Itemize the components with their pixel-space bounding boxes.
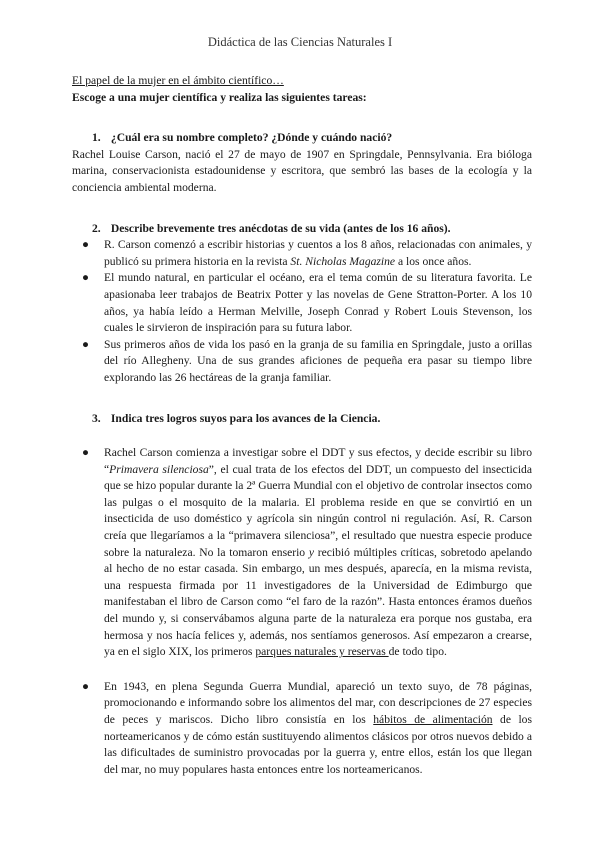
- bullet-icon: ●: [82, 446, 90, 460]
- section-3-list-2: [72, 679, 532, 779]
- bullet-icon: ●: [82, 337, 90, 351]
- list-item: ● El mundo natural, en particular el océano, era el tema común de su literatura favorita. Le apasionaba leer trabajos de Beatrix Potter y las novelas de Gene Stratton-Porter. A los 10 años, ya había leído a Herman Melville, Joseph Conrad y Robert Louis Stevenson, los cuales le sirvieron de inspiración para su futura labor.: [82, 271, 532, 335]
- bullet-icon: ●: [82, 271, 90, 285]
- parques-link[interactable]: parques naturales y reservas: [255, 645, 389, 659]
- section-3-number: 3.: [92, 411, 101, 425]
- list-item: ● En 1943, en plena Segunda Guerra Mundial, apareció un texto suyo, de 78 páginas, promocionando e informando sobre los alimentos del mar, con descripciones de 27 especies de peces y mariscos. Dicho libro consistía en los hábitos de alimentación de los norteamericanos y de cómo están sustituyendo alimentos clásicos por otros nuevos debido a las dificultades de suministro provocadas por la guerra y, entre ellos, están los que llegan del mar, no muy populares hasta entonces entre los norteamericanos.: [82, 679, 532, 776]
- list-item: ● Rachel Carson comienza a investigar sobre el DDT y sus efectos, y decide escribir su libro “Primavera silenciosa”, el cual trata de los efectos del DDT, un compuesto del insecticida que se hizo popular durante la 2ª Guerra Mundial con el objetivo de controlar insectos como las pulgas o el mosquito de la malaria. El problema reside en que se convirtió en un insecticida de uso doméstico y agrícola sin ningún control ni regulación. Así, R. Carson creía que llegaríamos a la “primavera silenciosa”, el resultado que nuestra especie produce sobre la naturaleza. No la tomaron enserio y recibió múltiples críticas, sobretodo apelando al hecho de no estar casada. Sin embargo, un mes después, aparecía, en la misma revista, una respuesta firmada por 11 investigadores de la Universidad de Edimburgo que manifestaban el libro de Carson como “el faro de la razón”. Hasta entonces éramos dueños del mundo y, si conservábamos alguna parte de la naturaleza era porque nos gustaba, era hermosa y nos hacía felices y, además, nos sentíamos generosos. Así empezaron a crearse, ya en el siglo XIX, los primeros parques naturales y reservas de todo tipo.: [82, 446, 532, 659]
- section-1-number: 1.: [92, 131, 101, 145]
- section-3-heading: [72, 411, 532, 428]
- habitos-link[interactable]: hábitos de alimentación: [373, 713, 493, 726]
- section-2-number: 2.: [92, 221, 101, 235]
- section-2-title: Describe brevemente tres anécdotas de su vida (antes de los 16 años).: [110, 221, 451, 235]
- book-title: Primavera silenciosa: [109, 462, 209, 476]
- bullet-icon: ●: [82, 238, 90, 252]
- list-item: ● R. Carson comenzó a escribir historias y cuentos a los 8 años, relacionadas con animales, y publicó su primera historia en la revista St. Nicholas Magazine a los once años.: [82, 238, 532, 268]
- section-1-title: ¿Cuál era su nombre completo? ¿Dónde y cuándo nació?: [110, 131, 393, 145]
- section-2-list: [72, 237, 532, 386]
- section-2-heading: [72, 221, 532, 238]
- section-3-title: Indica tres logros suyos para los avances de la Ciencia.: [110, 411, 381, 425]
- section-1-answer: Rachel Louise Carson, nació el 27 de mayo de 1907 en Springdale, Pennsylvania. Era bióloga marina, conservacionista estadounidense y escritora, que sembró las bases de la ecología y la conciencia ambiental moderna.: [72, 147, 532, 194]
- document-body: [72, 73, 532, 778]
- section-1-heading: [72, 130, 532, 147]
- intro-instruction: Escoge a una mujer científica y realiza las siguientes tareas:: [72, 90, 367, 104]
- intro-subtitle: El papel de la mujer en el ámbito científico…: [72, 74, 284, 87]
- page-header: Didáctica de las Ciencias Naturales I: [207, 35, 393, 49]
- section-3-list: [72, 445, 532, 661]
- magazine-title: St. Nicholas Magazine: [290, 254, 396, 268]
- list-item: ● Sus primeros años de vida los pasó en la granja de su familia en Springdale, justo a orillas del río Allegheny. Una de sus grandes aficiones de pequeña era pasar su tiempo libre explorando las 26 hectáreas de la granja familiar.: [82, 337, 532, 384]
- bullet-icon: ●: [82, 679, 90, 693]
